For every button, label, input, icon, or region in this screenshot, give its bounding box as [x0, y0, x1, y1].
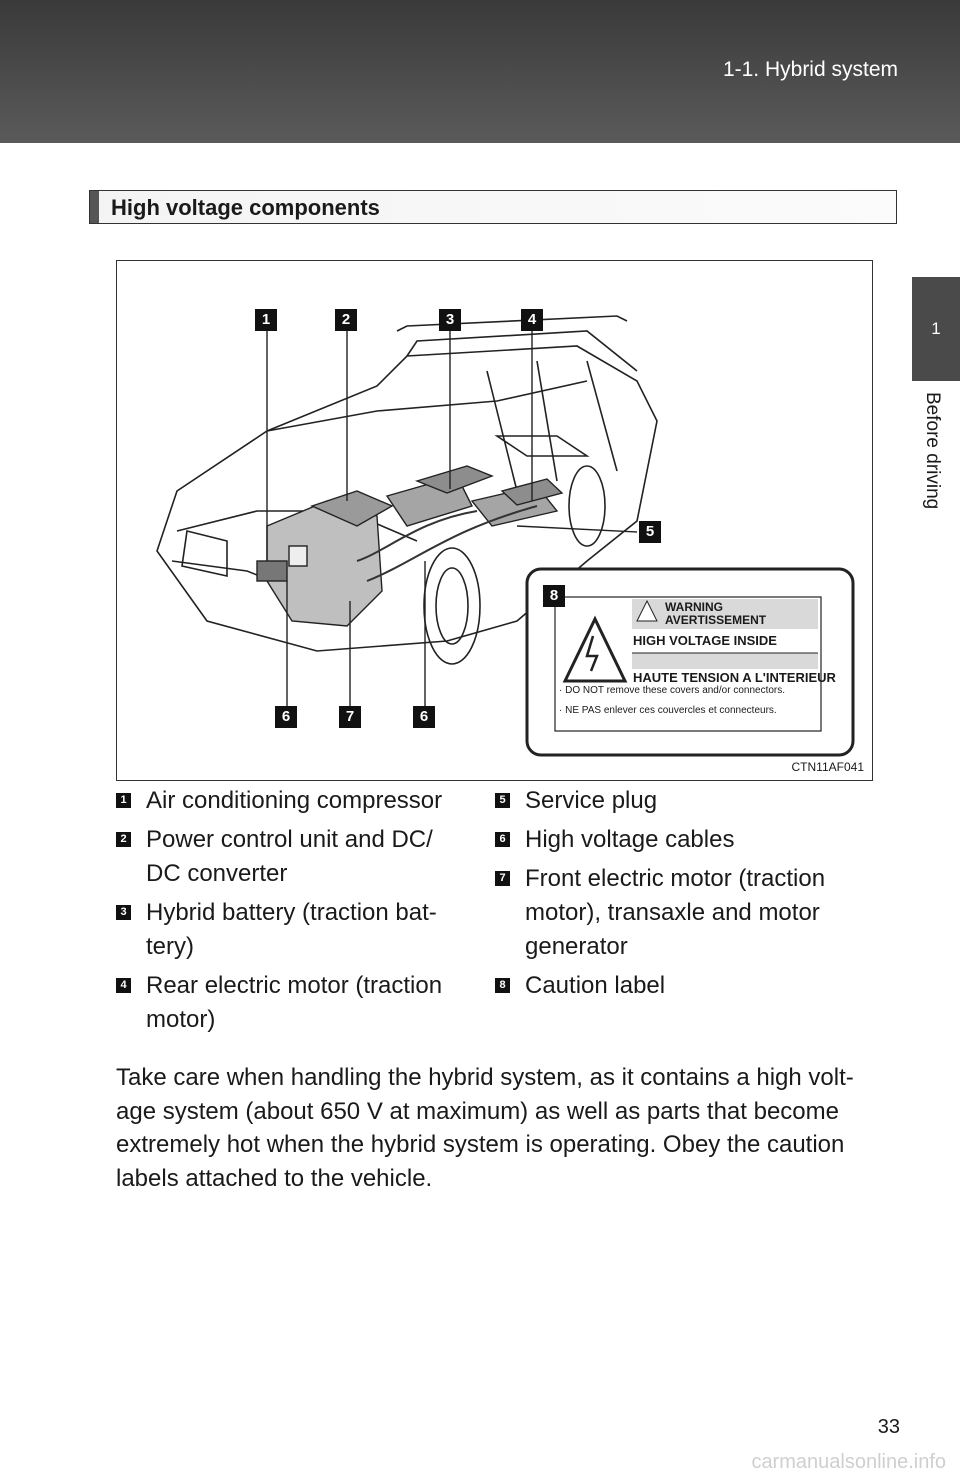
vehicle-illustration [116, 260, 873, 781]
legend-text-5: Service plug [525, 787, 658, 814]
legend-right [495, 784, 865, 1034]
caution-warning-en: WARNING [665, 600, 723, 614]
callout-3: 3 [439, 309, 461, 331]
legend-text-7 [525, 862, 855, 964]
body-line-3: extremely hot when the hybrid system is operating. Obey the caution [116, 1131, 845, 1158]
body-line-1: Take care when handling the hybrid system, as it contains a high volt- [116, 1064, 854, 1091]
legend-number-8: 8 [495, 978, 510, 993]
legend-text-3-line1: Hybrid battery (traction bat- [146, 899, 437, 926]
caution-note-en: · DO NOT remove these covers and/or connectors. [559, 685, 786, 696]
legend-text-4-line2: motor) [146, 1006, 216, 1033]
legend-number-4: 4 [116, 978, 131, 993]
legend-text-1: Air conditioning compressor [146, 787, 443, 814]
caution-note-fr: · NE PAS enlever ces couvercles et connecteurs. [559, 705, 777, 716]
page-header [0, 0, 960, 143]
legend-left [116, 784, 478, 1034]
body-paragraph [116, 1061, 896, 1195]
section-heading-label: High voltage components [111, 195, 380, 220]
callout-6-right: 6 [413, 706, 435, 728]
legend-text-2-line2: DC converter [146, 860, 288, 887]
callout-5: 5 [639, 521, 661, 543]
page-number: 33 [877, 1416, 900, 1438]
legend-number-7: 7 [495, 871, 510, 886]
chapter-number-tab[interactable]: 1 [912, 277, 960, 381]
figure-id: CTN11AF041 [791, 760, 864, 774]
legend-text-7-line1: Front electric motor (traction [525, 865, 826, 892]
caution-line-en: HIGH VOLTAGE INSIDE [633, 633, 777, 648]
legend-text-8: Caution label [525, 972, 666, 999]
caution-warning-fr: AVERTISSEMENT [665, 613, 767, 627]
legend-number-6: 6 [495, 832, 510, 847]
vehicle-drawing [117, 261, 874, 782]
legend-number-2: 2 [116, 832, 131, 847]
legend-text-4 [146, 969, 476, 1037]
callout-1: 1 [255, 309, 277, 331]
callout-4: 4 [521, 309, 543, 331]
legend-text-2-line1: Power control unit and DC/ [146, 826, 433, 853]
legend-number-5: 5 [495, 793, 510, 808]
legend-text-3 [146, 896, 476, 964]
legend-text-6: High voltage cables [525, 826, 735, 853]
body-line-4: labels attached to the vehicle. [116, 1164, 433, 1192]
callout-8: 8 [543, 585, 565, 607]
chapter-title: Before driving [922, 392, 943, 510]
legend-text-3-line2: tery) [146, 933, 194, 960]
caution-line-fr: HAUTE TENSION A L'INTERIEUR [633, 670, 836, 685]
breadcrumb: 1-1. Hybrid system [722, 58, 898, 81]
legend-text-7-line2: motor), transaxle and motor [525, 899, 820, 926]
legend-text-4-line1: Rear electric motor (traction [146, 972, 443, 999]
legend-number-1: 1 [116, 793, 131, 808]
section-heading-bar [90, 191, 99, 223]
legend-number-3: 3 [116, 905, 131, 920]
watermark: carmanualsonline.info [751, 1451, 946, 1473]
body-line-2: age system (about 650 V at maximum) as well as parts that become [116, 1097, 839, 1125]
callout-2: 2 [335, 309, 357, 331]
legend-text-2 [146, 823, 476, 891]
legend-text-7-line3: generator [525, 933, 628, 960]
callout-7: 7 [339, 706, 361, 728]
caution-warning-heading [665, 601, 766, 627]
section-heading [89, 190, 897, 224]
callout-6-left: 6 [275, 706, 297, 728]
